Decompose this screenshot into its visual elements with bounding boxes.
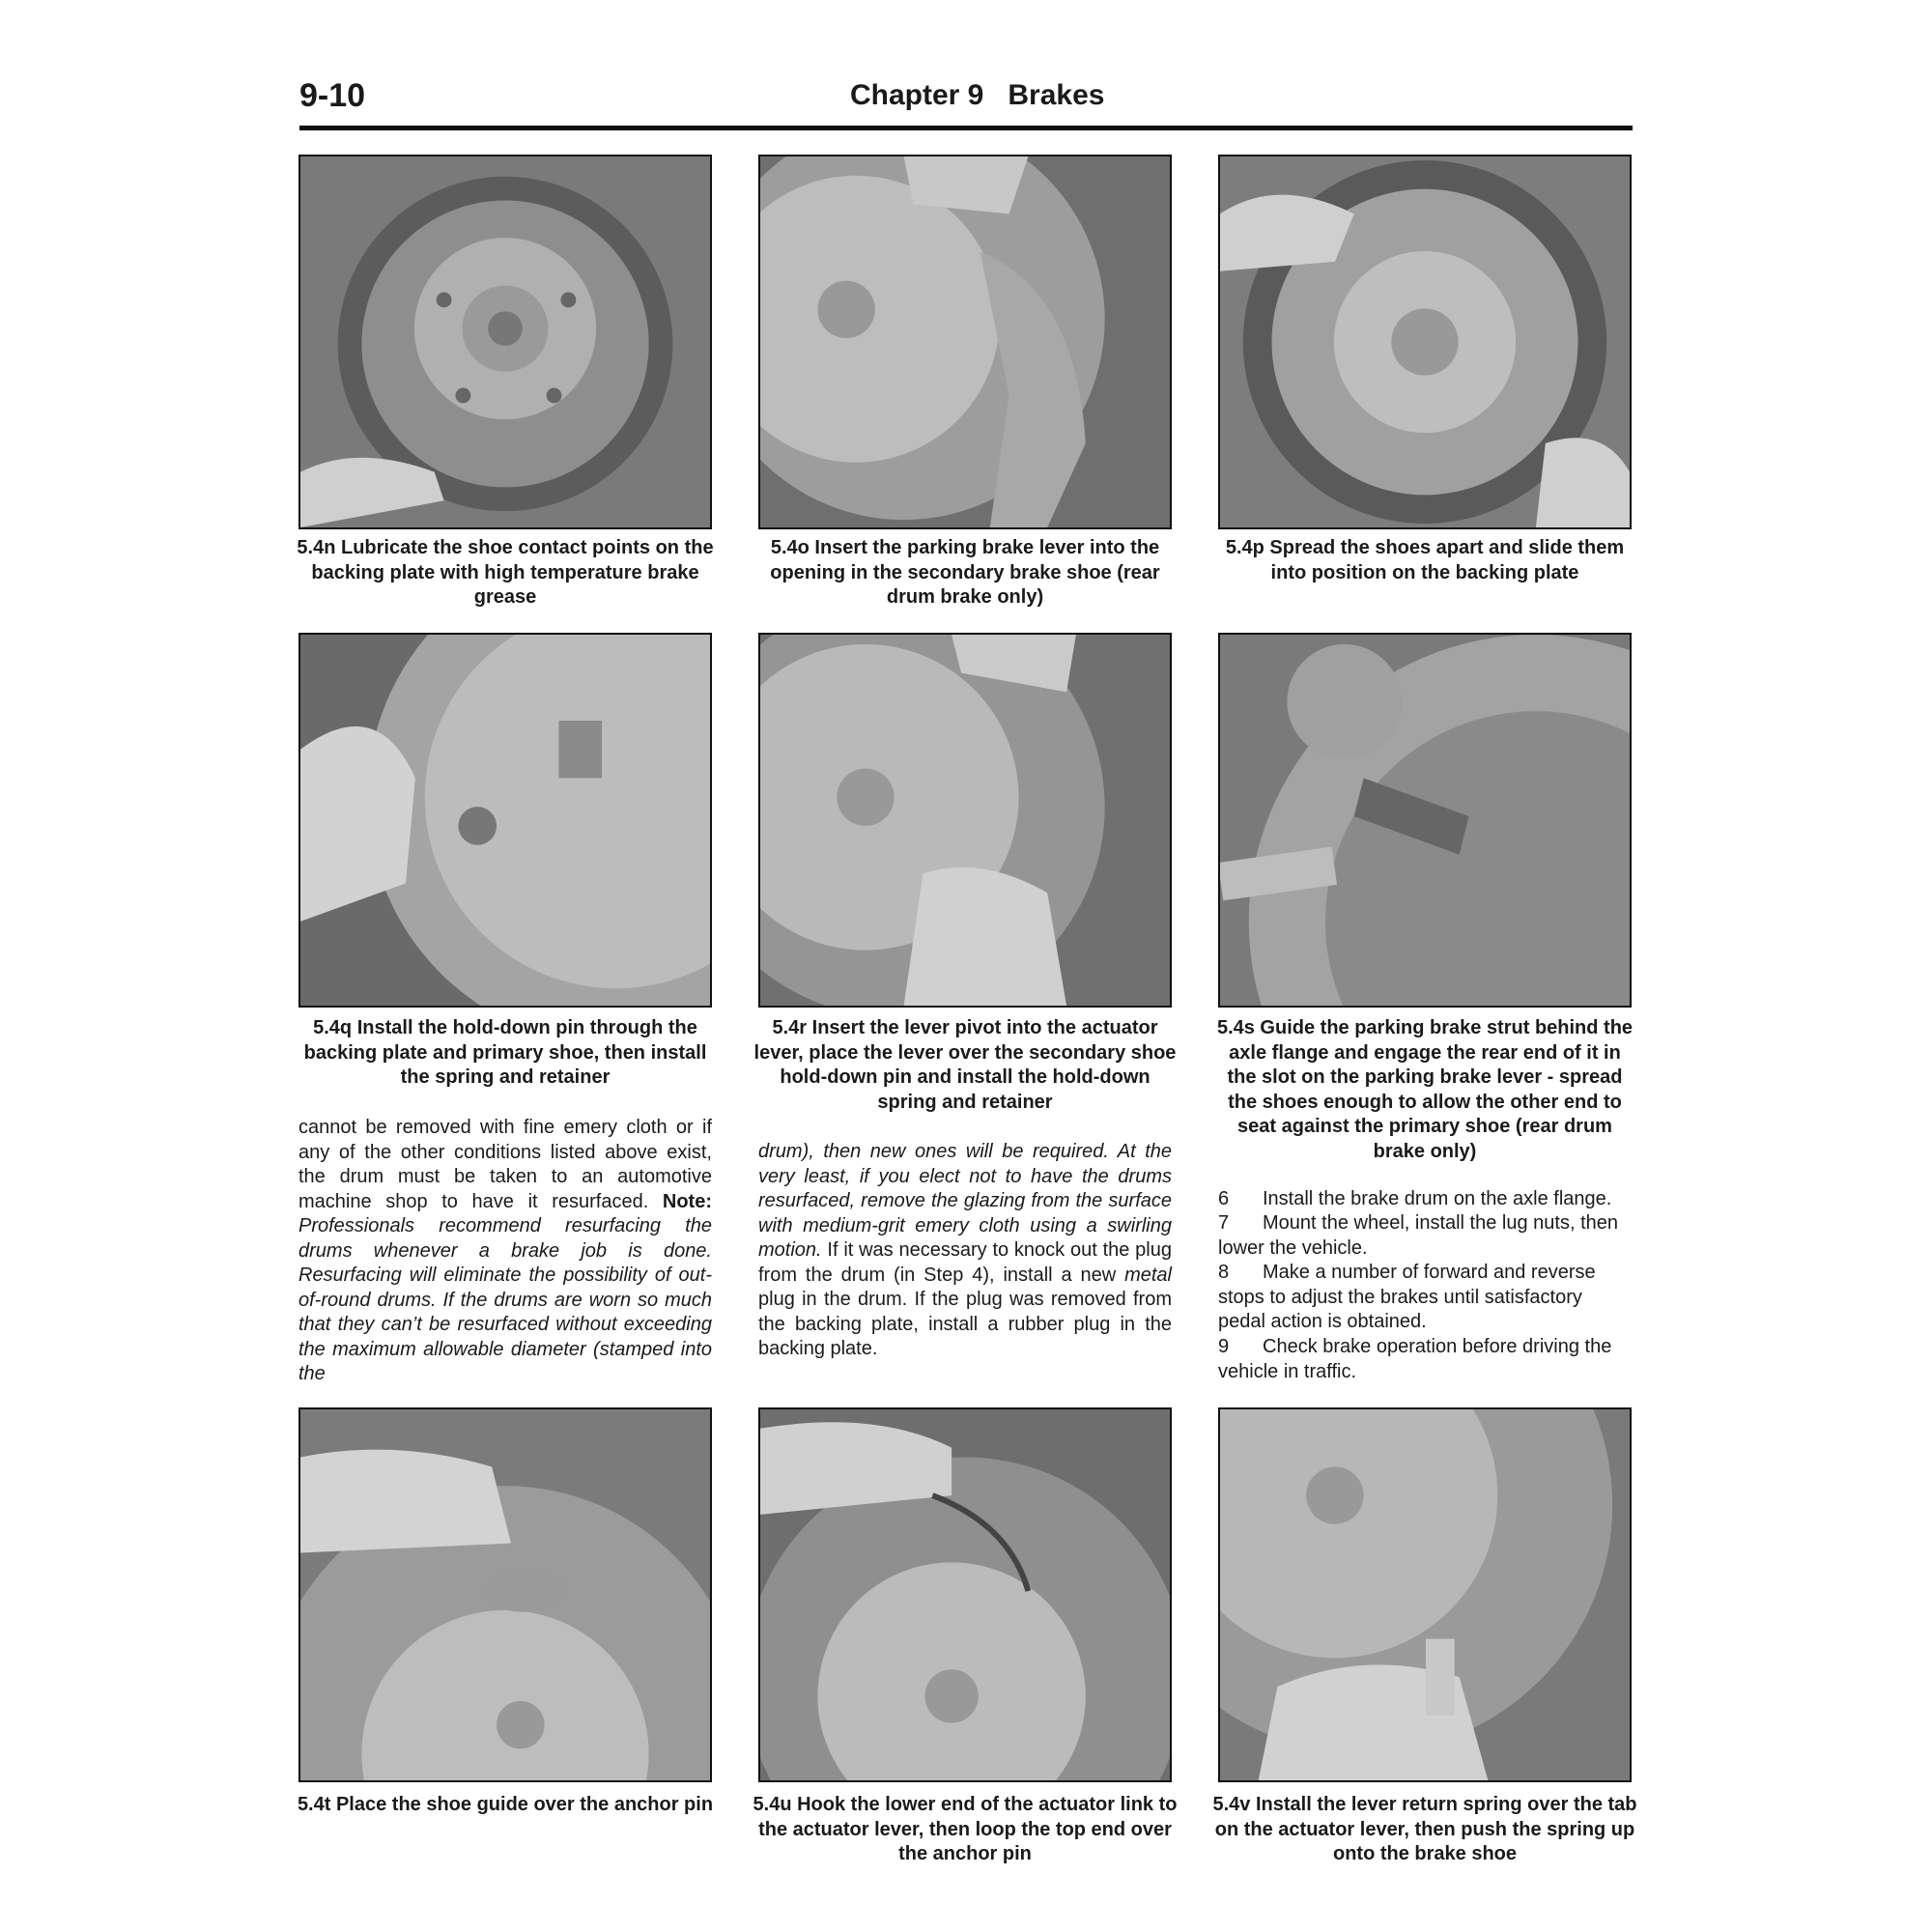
- page-number: 9-10: [299, 77, 366, 114]
- step-number: 8: [1218, 1262, 1230, 1283]
- figure-caption: 5.4o Insert the parking brake lever into the opening in the secondary brake shoe (rear drum brake only): [770, 537, 1160, 608]
- figure-caption: 5.4q Install the hold-down pin through the backing plate and primary shoe, then install the spring and retainer: [303, 1017, 707, 1088]
- figure-caption: 5.4u Hook the lower end of the actuator link to the actuator lever, then loop the top end over the anchor pin: [753, 1794, 1178, 1864]
- body-text-italic: drum), then new ones will be required. At the very least, if you elect not to have the drums resurfaced, remove the glazing from the surface with medium-grit emery cloth using a swirling motion.: [758, 1141, 1172, 1261]
- chapter-title: Chapter 9 Brakes: [850, 79, 1105, 111]
- photo-5-4u: [758, 1407, 1172, 1782]
- step-8: [1218, 1261, 1632, 1335]
- photo-5-4p: [1218, 155, 1632, 529]
- body-text-column-2: [758, 1140, 1172, 1362]
- photo-5-4n: [298, 155, 712, 529]
- note-text: Professionals recommend resurfacing the drums whenever a brake job is done. Resurfacing will eliminate the possibility of out-of-round drums. If the drums are worn so much that they can’t be resurfaced without exceeding the maximum allowable diameter (stamped into the: [298, 1215, 712, 1384]
- step-7: [1218, 1211, 1632, 1261]
- photo-5-4r: [758, 633, 1172, 1008]
- photo-5-4v: [1218, 1407, 1632, 1782]
- step-6: [1218, 1187, 1632, 1212]
- step-number: 7: [1218, 1212, 1230, 1234]
- step-number: 6: [1218, 1188, 1230, 1209]
- figure-caption: 5.4v Install the lever return spring over the tab on the actuator lever, then push the spring up onto the brake shoe: [1212, 1794, 1637, 1864]
- body-text: cannot be removed with fine emery cloth or if any of the other conditions listed above exist, the drum must be taken to an automotive machine shop to have it resurfaced.: [298, 1117, 712, 1212]
- body-text-column-1: [298, 1116, 712, 1387]
- header-rule: [299, 126, 1633, 130]
- body-text: If it was necessary to knock out the plug from the drum (in Step 4), install a new: [758, 1239, 1172, 1286]
- step-text: Mount the wheel, install the lug nuts, then lower the vehicle.: [1218, 1212, 1619, 1259]
- figure-caption: 5.4r Insert the lever pivot into the actuator lever, place the lever over the secondary shoe hold-down pin and install the hold-down spring and retainer: [753, 1017, 1177, 1113]
- body-text: plug in the drum. If the plug was removed from the backing plate, install a rubber plug in the backing plate.: [758, 1289, 1172, 1359]
- step-number: 9: [1218, 1336, 1230, 1357]
- photo-5-4q: [298, 633, 712, 1008]
- step-9: [1218, 1335, 1632, 1384]
- figure-caption: 5.4s Guide the parking brake strut behind the axle flange and engage the rear end of it in the slot on the parking brake lever - spread the shoes enough to allow the other end to seat against the primary shoe (rear drum brake only): [1216, 1017, 1634, 1162]
- step-text: Install the brake drum on the axle flange.: [1263, 1188, 1612, 1209]
- step-text: Make a number of forward and reverse stops to adjust the brakes until satisfactory pedal action is obtained.: [1218, 1262, 1596, 1332]
- emphasis-metal: metal: [1124, 1264, 1172, 1286]
- photo-5-4o: [758, 155, 1172, 529]
- photo-5-4t: [298, 1407, 712, 1782]
- figure-caption: 5.4p Spread the shoes apart and slide them into position on the backing plate: [1225, 537, 1625, 583]
- figure-caption: 5.4t Place the shoe guide over the anchor pin: [297, 1794, 714, 1815]
- step-text: Check brake operation before driving the vehicle in traffic.: [1218, 1336, 1612, 1382]
- photo-5-4s: [1218, 633, 1632, 1008]
- figure-caption: 5.4n Lubricate the shoe contact points on the backing plate with high temperature brake grease: [297, 537, 714, 608]
- note-label: Note:: [662, 1190, 712, 1212]
